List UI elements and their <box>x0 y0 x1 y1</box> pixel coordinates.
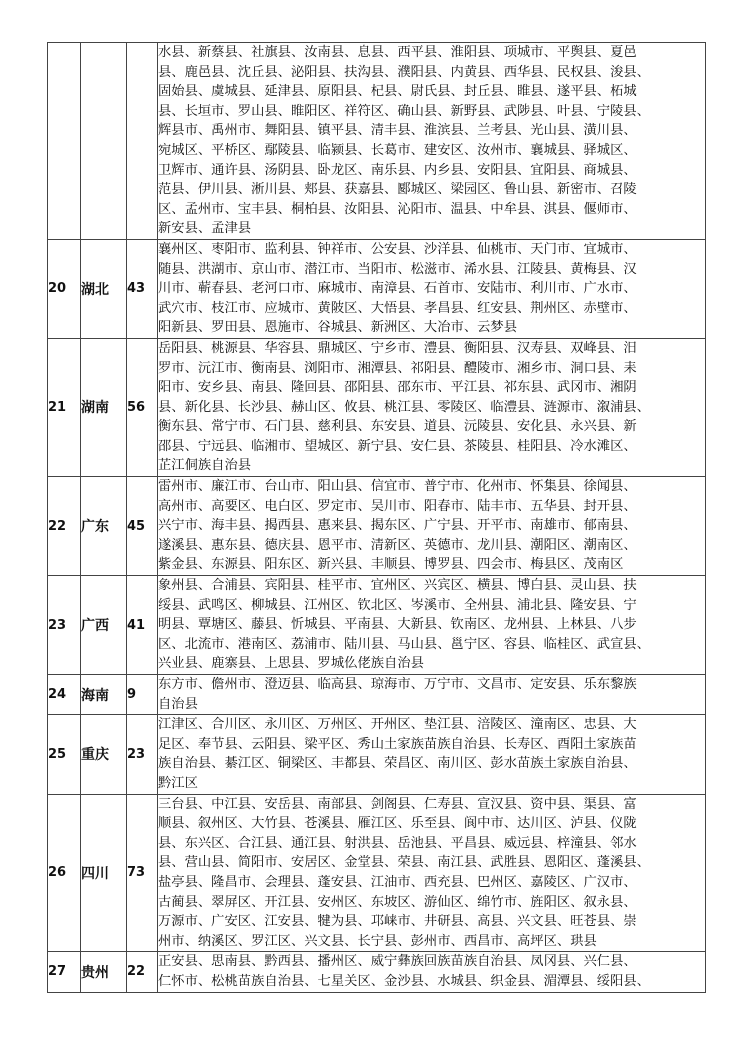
county-list-line: 兴业县、鹿寨县、上思县、罗城仫佬族自治县 <box>158 656 424 672</box>
table-row <box>48 952 706 992</box>
county-list-line: 正安县、思南县、黔西县、播州区、威宁彝族回族苗族自治县、凤冈县、兴仁县、 <box>158 954 637 970</box>
row-number: 25 <box>48 715 81 794</box>
county-list-line: 县、鹿邑县、沈丘县、泌阳县、扶沟县、濮阳县、内黄县、西华县、民权县、浚县、 <box>158 64 650 80</box>
county-list-line: 衡东县、常宁市、石门县、慈利县、东安县、道县、沅陵县、安化县、永兴县、新 <box>158 419 637 435</box>
table-row <box>48 338 706 476</box>
row-number: 26 <box>48 794 81 952</box>
county-count: 45 <box>127 477 158 576</box>
county-list-line: 县、营山县、简阳市、安居区、金堂县、荣县、南江县、武胜县、恩阳区、蓬溪县、 <box>158 855 650 871</box>
county-count: 43 <box>127 239 158 338</box>
county-list-line: 水县、新蔡县、社旗县、汝南县、息县、西平县、淮阳县、项城市、平舆县、夏邑 <box>158 45 637 60</box>
county-list-line: 自治县 <box>158 696 198 712</box>
county-list-line: 辉县市、禹州市、舞阳县、镇平县、清丰县、淮滨县、兰考县、光山县、潢川县、 <box>158 123 637 139</box>
county-list-line: 州市、纳溪区、罗江区、兴文县、长宁县、彭州市、西昌市、高坪区、珙县 <box>158 933 597 949</box>
county-list-line: 江津区、合川区、永川区、万州区、开州区、垫江县、涪陵区、潼南区、忠县、大 <box>158 717 637 733</box>
county-list-line: 明县、覃塘区、藤县、忻城县、平南县、大新县、钦南区、龙州县、上林县、八步 <box>158 617 637 633</box>
row-number: 20 <box>48 239 81 338</box>
county-list <box>158 477 706 576</box>
row-number: 22 <box>48 477 81 576</box>
county-list <box>158 715 706 794</box>
county-list-line: 罗市、沅江市、衡南县、浏阳市、湘潭县、祁阳县、醴陵市、湘乡市、洞口县、耒 <box>158 360 637 376</box>
county-list-line: 县、东兴区、合江县、通江县、射洪县、岳池县、平昌县、威远县、梓潼县、邻水 <box>158 835 637 851</box>
county-list-line: 雷州市、廉江市、台山市、阳山县、信宜市、普宁市、化州市、怀集县、徐闻县、 <box>158 479 637 495</box>
province-name: 贵州 <box>81 952 127 992</box>
county-list-line: 固始县、虞城县、延津县、原阳县、杞县、尉氏县、封丘县、睢县、遂平县、柘城 <box>158 84 637 100</box>
county-list-line: 芷江侗族自治县 <box>158 458 252 474</box>
county-list-line: 万源市、广安区、江安县、犍为县、邛崃市、井研县、高县、兴文县、旺苍县、崇 <box>158 914 637 930</box>
county-count: 22 <box>127 952 158 992</box>
county-list-line: 岳阳县、桃源县、华容县、鼎城区、宁乡市、澧县、衡阳县、汉寿县、双峰县、汨 <box>158 340 637 356</box>
county-list-line: 黔江区 <box>158 775 198 791</box>
county-count <box>127 43 158 240</box>
row-number: 24 <box>48 675 81 715</box>
county-list-line: 盐亭县、隆昌市、会理县、蓬安县、江油市、西充县、巴州区、嘉陵区、广汉市、 <box>158 874 637 890</box>
county-list-line: 足区、奉节县、云阳县、梁平区、秀山土家族苗族自治县、长寿区、酉阳土家族苗 <box>158 736 637 752</box>
row-number <box>48 43 81 240</box>
county-count: 41 <box>127 576 158 675</box>
county-list-line: 区、孟州市、宝丰县、桐柏县、汝阳县、沁阳市、温县、中牟县、淇县、偃师市、 <box>158 201 637 217</box>
table-row <box>48 43 706 240</box>
county-list-line: 绥县、武鸣区、柳城县、江州区、钦北区、岑溪市、全州县、浦北县、隆安县、宁 <box>158 597 637 613</box>
county-count: 56 <box>127 338 158 476</box>
row-number: 27 <box>48 952 81 992</box>
county-list-line: 象州县、合浦县、宾阳县、桂平市、宜州区、兴宾区、横县、博白县、灵山县、扶 <box>158 578 637 594</box>
county-list-line: 三台县、中江县、安岳县、南部县、剑阁县、仁寿县、宣汉县、资中县、渠县、富 <box>158 796 637 812</box>
table-row <box>48 576 706 675</box>
county-list-line: 范县、伊川县、淅川县、郏县、获嘉县、郾城区、梁园区、鲁山县、新密市、召陵 <box>158 182 637 198</box>
county-list-line: 新安县、孟津县 <box>158 221 252 237</box>
county-list <box>158 576 706 675</box>
table-row <box>48 794 706 952</box>
county-list-line: 兴宁市、海丰县、揭西县、惠来县、揭东区、广宁县、开平市、南雄市、郁南县、 <box>158 518 637 534</box>
county-list-line: 川市、蕲春县、老河口市、麻城市、南漳县、石首市、安陆市、利川市、广水市、 <box>158 281 637 297</box>
county-list <box>158 338 706 476</box>
county-list-line: 仁怀市、松桃苗族自治县、七星关区、金沙县、水城县、织金县、湄潭县、绥阳县、 <box>158 973 650 989</box>
county-list-line: 高州市、高要区、电白区、罗定市、吴川市、阳春市、陆丰市、五华县、封开县、 <box>158 498 637 514</box>
county-list <box>158 675 706 715</box>
table-body <box>48 43 706 993</box>
county-list-table <box>47 42 706 993</box>
county-list-line: 阳新县、罗田县、恩施市、谷城县、新洲区、大冶市、云梦县 <box>158 320 518 336</box>
province-name: 四川 <box>81 794 127 952</box>
county-list <box>158 794 706 952</box>
county-list-line: 县、长垣市、罗山县、睢阳区、祥符区、确山县、新野县、武陟县、叶县、宁陵县、 <box>158 103 650 119</box>
county-list <box>158 43 706 240</box>
province-name: 广西 <box>81 576 127 675</box>
table-row <box>48 477 706 576</box>
county-list-line: 东方市、儋州市、澄迈县、临高县、琼海市、万宁市、文昌市、定安县、乐东黎族 <box>158 677 637 692</box>
county-count: 73 <box>127 794 158 952</box>
county-list-line: 顺县、叙州区、大竹县、苍溪县、雁江区、乐至县、阆中市、达川区、泸县、仪陇 <box>158 816 637 832</box>
county-list-line: 县、新化县、长沙县、赫山区、攸县、桃江县、零陵区、临澧县、涟源市、溆浦县、 <box>158 399 650 415</box>
county-list-line: 邵县、宁远县、临湘市、望城区、新宁县、安仁县、茶陵县、桂阳县、冷水滩区、 <box>158 438 637 454</box>
row-number: 23 <box>48 576 81 675</box>
province-name <box>81 43 127 240</box>
county-count: 9 <box>127 675 158 715</box>
county-list-line: 襄州区、枣阳市、监利县、钟祥市、公安县、沙洋县、仙桃市、天门市、宜城市、 <box>158 241 637 257</box>
county-count: 23 <box>127 715 158 794</box>
province-name: 湖北 <box>81 239 127 338</box>
county-list-line: 宛城区、平桥区、鄢陵县、临颍县、长葛市、建安区、汝州市、襄城县、驿城区、 <box>158 142 637 158</box>
county-list-line: 区、北流市、港南区、荔浦市、陆川县、马山县、邕宁区、容县、临桂区、武宣县、 <box>158 636 650 652</box>
table-row <box>48 239 706 338</box>
table-row <box>48 675 706 715</box>
table-row <box>48 715 706 794</box>
province-name: 广东 <box>81 477 127 576</box>
county-list-line: 族自治县、綦江区、铜梁区、丰都县、荣昌区、南川区、彭水苗族土家族自治县、 <box>158 756 637 772</box>
county-list-line: 随县、洪湖市、京山市、潜江市、当阳市、松滋市、浠水县、江陵县、黄梅县、汉 <box>158 261 637 277</box>
county-list <box>158 239 706 338</box>
county-list-line: 卫辉市、通许县、汤阴县、卧龙区、南乐县、内乡县、安阳县、宜阳县、商城县、 <box>158 162 637 178</box>
county-list-line: 紫金县、东源县、阳东区、新兴县、丰顺县、博罗县、四会市、梅县区、茂南区 <box>158 557 624 573</box>
county-list-line: 古蔺县、翠屏区、开江县、安州区、东坡区、游仙区、绵竹市、旌阳区、叙永县、 <box>158 894 637 910</box>
county-list-line: 武穴市、枝江市、应城市、黄陂区、大悟县、孝昌县、红安县、荆州区、赤壁市、 <box>158 300 637 316</box>
province-name: 海南 <box>81 675 127 715</box>
county-list-line: 遂溪县、惠东县、德庆县、恩平市、清新区、英德市、龙川县、潮阳区、潮南区、 <box>158 537 637 553</box>
county-list <box>158 952 706 992</box>
province-name: 湖南 <box>81 338 127 476</box>
province-name: 重庆 <box>81 715 127 794</box>
county-list-line: 阳市、安乡县、南县、隆回县、邵阳县、邵东市、平江县、祁东县、武冈市、湘阴 <box>158 380 637 396</box>
row-number: 21 <box>48 338 81 476</box>
